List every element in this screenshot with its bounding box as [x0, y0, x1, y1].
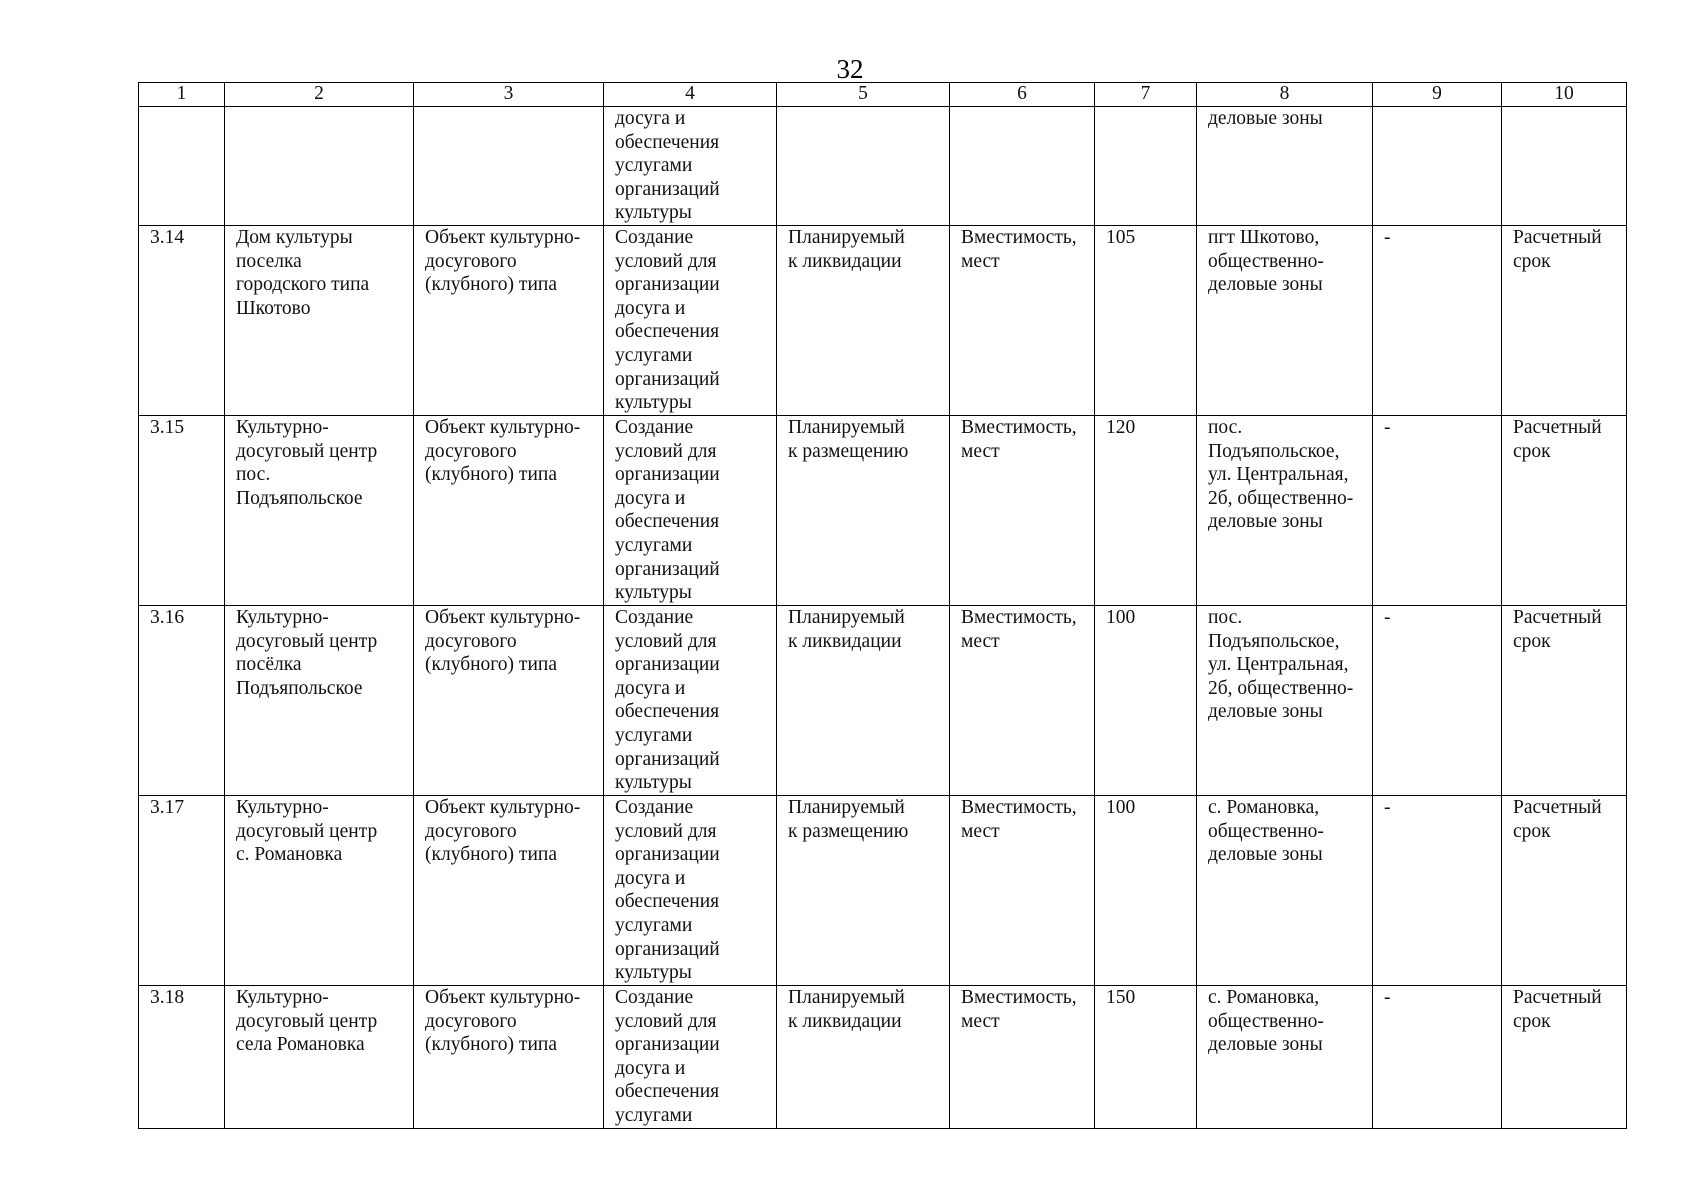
- cell-name: Культурно- досуговый центр пос. Подъяпольское: [225, 415, 414, 605]
- cell-term: Расчетный срок: [1502, 605, 1627, 795]
- cell-status: [777, 107, 950, 226]
- table-row: [139, 985, 1627, 1128]
- cell-purpose: досуга и обеспечения услугами организаций культуры: [604, 107, 777, 226]
- cell-status: Планируемый к размещению: [777, 415, 950, 605]
- column-header: 2: [225, 83, 414, 107]
- cell-type: Объект культурно- досугового (клубного) типа: [414, 415, 604, 605]
- cell-status: Планируемый к размещению: [777, 795, 950, 985]
- cell-location: с. Романовка, общественно- деловые зоны: [1197, 985, 1373, 1128]
- cell-term: Расчетный срок: [1502, 985, 1627, 1128]
- cell-value: 105: [1095, 225, 1197, 415]
- column-header: 9: [1373, 83, 1502, 107]
- cell-value: 100: [1095, 795, 1197, 985]
- table-row: [139, 605, 1627, 795]
- cell-characteristic: Вместимость, мест: [950, 795, 1095, 985]
- cell-zone: -: [1373, 985, 1502, 1128]
- column-header: 6: [950, 83, 1095, 107]
- cell-location: пос. Подъяпольское, ул. Центральная, 2б, общественно- деловые зоны: [1197, 415, 1373, 605]
- cell-location: пгт Шкотово, общественно- деловые зоны: [1197, 225, 1373, 415]
- table-row: [139, 415, 1627, 605]
- cell-value: 120: [1095, 415, 1197, 605]
- cell-characteristic: Вместимость, мест: [950, 225, 1095, 415]
- cell-type: Объект культурно- досугового (клубного) типа: [414, 225, 604, 415]
- cell-type: Объект культурно- досугового (клубного) типа: [414, 605, 604, 795]
- cell-name: Культурно- досуговый центр села Романовка: [225, 985, 414, 1128]
- cell-term: Расчетный срок: [1502, 795, 1627, 985]
- cell-num: [139, 107, 225, 226]
- table-row: [139, 795, 1627, 985]
- cell-term: [1502, 107, 1627, 226]
- column-header: 3: [414, 83, 604, 107]
- column-header: 10: [1502, 83, 1627, 107]
- cell-term: Расчетный срок: [1502, 225, 1627, 415]
- cell-type: [414, 107, 604, 226]
- cell-value: 150: [1095, 985, 1197, 1128]
- cell-type: Объект культурно- досугового (клубного) типа: [414, 795, 604, 985]
- cell-name: Культурно- досуговый центр посёлка Подъяпольское: [225, 605, 414, 795]
- cell-value: 100: [1095, 605, 1197, 795]
- cell-status: Планируемый к ликвидации: [777, 225, 950, 415]
- cell-purpose: Создание условий для организации досуга и обеспечения услугами: [604, 985, 777, 1128]
- objects-table: [138, 82, 1627, 1129]
- table-row-continuation: [139, 107, 1627, 226]
- column-header: 8: [1197, 83, 1373, 107]
- cell-name: [225, 107, 414, 226]
- cell-characteristic: Вместимость, мест: [950, 605, 1095, 795]
- cell-name: Дом культуры поселка городского типа Шкотово: [225, 225, 414, 415]
- cell-zone: -: [1373, 415, 1502, 605]
- cell-name: Культурно- досуговый центр с. Романовка: [225, 795, 414, 985]
- column-header: 5: [777, 83, 950, 107]
- cell-purpose: Создание условий для организации досуга и обеспечения услугами организаций культуры: [604, 795, 777, 985]
- cell-num: 3.17: [139, 795, 225, 985]
- cell-status: Планируемый к ликвидации: [777, 605, 950, 795]
- cell-value: [1095, 107, 1197, 226]
- cell-purpose: Создание условий для организации досуга и обеспечения услугами организаций культуры: [604, 225, 777, 415]
- cell-zone: -: [1373, 795, 1502, 985]
- cell-term: Расчетный срок: [1502, 415, 1627, 605]
- cell-num: 3.14: [139, 225, 225, 415]
- cell-zone: -: [1373, 225, 1502, 415]
- cell-location: деловые зоны: [1197, 107, 1373, 226]
- cell-characteristic: Вместимость, мест: [950, 415, 1095, 605]
- cell-purpose: Создание условий для организации досуга и обеспечения услугами организаций культуры: [604, 605, 777, 795]
- column-number-row: [139, 83, 1627, 107]
- column-header: 4: [604, 83, 777, 107]
- cell-num: 3.18: [139, 985, 225, 1128]
- cell-characteristic: Вместимость, мест: [950, 985, 1095, 1128]
- cell-location: пос. Подъяпольское, ул. Центральная, 2б, общественно- деловые зоны: [1197, 605, 1373, 795]
- table-row: [139, 225, 1627, 415]
- cell-zone: [1373, 107, 1502, 226]
- cell-num: 3.15: [139, 415, 225, 605]
- cell-zone: -: [1373, 605, 1502, 795]
- cell-characteristic: [950, 107, 1095, 226]
- cell-location: с. Романовка, общественно- деловые зоны: [1197, 795, 1373, 985]
- column-header: 1: [139, 83, 225, 107]
- cell-type: Объект культурно- досугового (клубного) типа: [414, 985, 604, 1128]
- page-number: 32: [836, 54, 864, 84]
- cell-purpose: Создание условий для организации досуга и обеспечения услугами организаций культуры: [604, 415, 777, 605]
- cell-status: Планируемый к ликвидации: [777, 985, 950, 1128]
- column-header: 7: [1095, 83, 1197, 107]
- cell-num: 3.16: [139, 605, 225, 795]
